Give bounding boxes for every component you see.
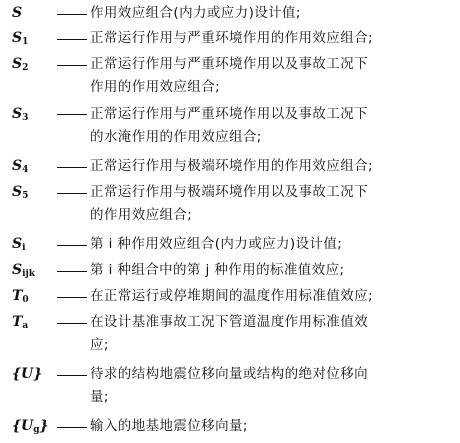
dash-separator	[57, 14, 87, 15]
definition-text: 在正常运行或停堆期间的温度作用标准值效应;	[90, 288, 373, 304]
dash-separator	[57, 245, 87, 246]
definition-text: 正常运行作用与极端环境作用的作用效应组合;	[90, 158, 373, 174]
dash-separator	[57, 114, 87, 115]
symbol: $\{U_g\}$	[12, 418, 49, 435]
dash-separator	[57, 271, 87, 272]
dash-separator	[57, 323, 87, 324]
definition-text: 第 i 种组合中的第 j 种作用的标准值效应;	[90, 262, 345, 278]
dash-separator	[57, 375, 87, 376]
dash-separator	[57, 167, 87, 168]
symbol: $S_1$	[12, 30, 29, 47]
symbol: $S_i$	[12, 236, 26, 253]
definition-text: 正常运行作用与极端环境作用以及事故工况下 的作用效应组合;	[90, 184, 368, 223]
symbol: $T_0$	[12, 288, 29, 305]
definition-text: 作用效应组合(内力或应力)设计值;	[90, 5, 301, 21]
symbol: {U}	[12, 366, 43, 382]
definition-text: 输入的地基地震位移向量;	[90, 418, 248, 434]
symbol: S	[12, 5, 23, 21]
dash-separator	[57, 65, 87, 66]
symbol: $S_5$	[12, 184, 29, 201]
definition-text: 正常运行作用与严重环境作用以及事故工况下 作用的作用效应组合;	[90, 56, 368, 95]
dash-separator	[57, 193, 87, 194]
symbol: $T_a$	[12, 314, 29, 331]
definition-text: 正常运行作用与严重环境作用的作用效应组合;	[90, 30, 373, 46]
symbol: $S_3$	[12, 106, 29, 123]
definition-text: 待求的结构地震位移向量或结构的绝对位移向 量;	[90, 366, 368, 405]
dash-separator	[57, 297, 87, 298]
symbol: $S_4$	[12, 158, 29, 175]
symbol: $S_2$	[12, 56, 29, 73]
definition-text: 第 i 种作用效应组合(内力或应力)设计值;	[90, 236, 343, 252]
dash-separator	[57, 427, 87, 428]
definition-text: 在设计基准事故工况下管道温度作用标准值效 应;	[90, 314, 368, 353]
definition-text: 正常运行作用与严重环境作用以及事故工况下 的水淹作用的作用效应组合;	[90, 106, 368, 145]
symbol: $S_{ijk}$	[12, 262, 36, 279]
dash-separator	[57, 39, 87, 40]
